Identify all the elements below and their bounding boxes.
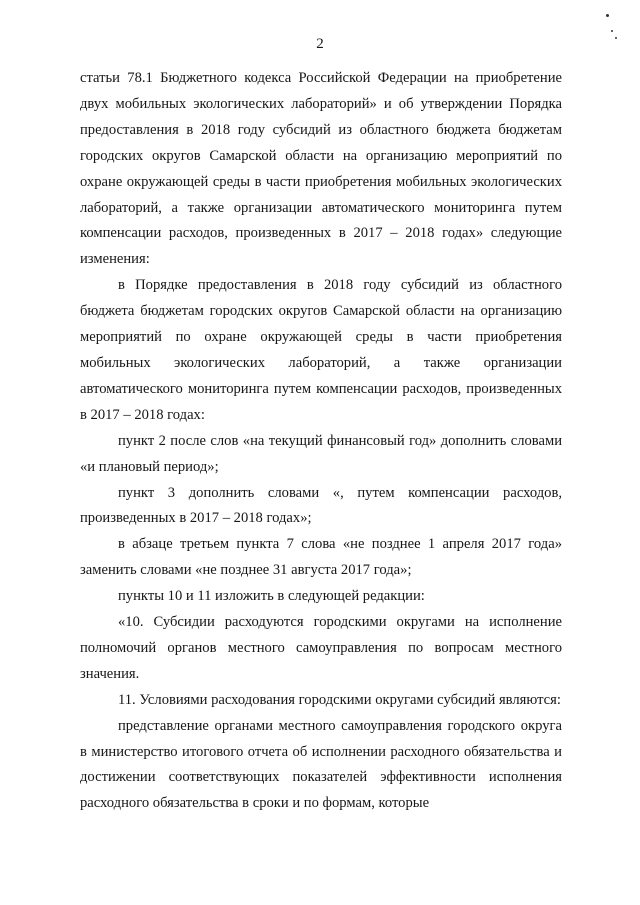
page-number: 2	[316, 36, 324, 52]
paragraph: статьи 78.1 Бюджетного кодекса Российской Федерации на приобретение двух мобильных экологических лабораторий» и об утверждении Порядка предоставления в 2018 году субсидий из областного бюджета бюджетам городских округов Самарской области на организацию мероприятий по охране окружающей среды в части приобретения мобильных экологических лабораторий, а также организации автоматического мониторинга путем компенсации расходов, произведенных в 2017 – 2018 годах» следующие изменения:	[80, 70, 562, 268]
paragraph: пункт 3 дополнить словами «, путем компенсации расходов, произведенных в 2017 – 2018 годах»;	[80, 484, 562, 527]
scan-speck	[611, 30, 613, 32]
document-body	[80, 66, 562, 817]
paragraph: «10. Субсидии расходуются городскими округами на исполнение полномочий органов местного самоуправления по вопросам местного значения.	[80, 614, 562, 682]
paragraph: пункты 10 и 11 изложить в следующей редакции:	[118, 588, 425, 605]
paragraph: в абзаце третьем пункта 7 слова «не позднее 1 апреля 2017 года» заменить словами «не позднее 31 августа 2017 года»;	[80, 536, 562, 579]
paragraph: представление органами местного самоуправления городского округа в министерство итогового отчета об исполнении расходного обязательства и достижении соответствующих показателей эффективности исполнения расходного обязательства в сроки и по формам, которые	[80, 717, 562, 812]
paragraph: в Порядке предоставления в 2018 году субсидий из областного бюджета бюджетам городских округов Самарской области на организацию мероприятий по охране окружающей среды в части приобретения мобильных экологических лабораторий, а также организации автоматического мониторинга путем компенсации расходов, произведенных в 2017 – 2018 годах:	[80, 277, 562, 423]
scan-speck	[606, 14, 609, 17]
paragraph: пункт 2 после слов «на текущий финансовый год» дополнить словами «и плановый период»;	[80, 432, 562, 475]
paragraph: 11. Условиями расходования городскими округами субсидий являются:	[118, 691, 561, 708]
